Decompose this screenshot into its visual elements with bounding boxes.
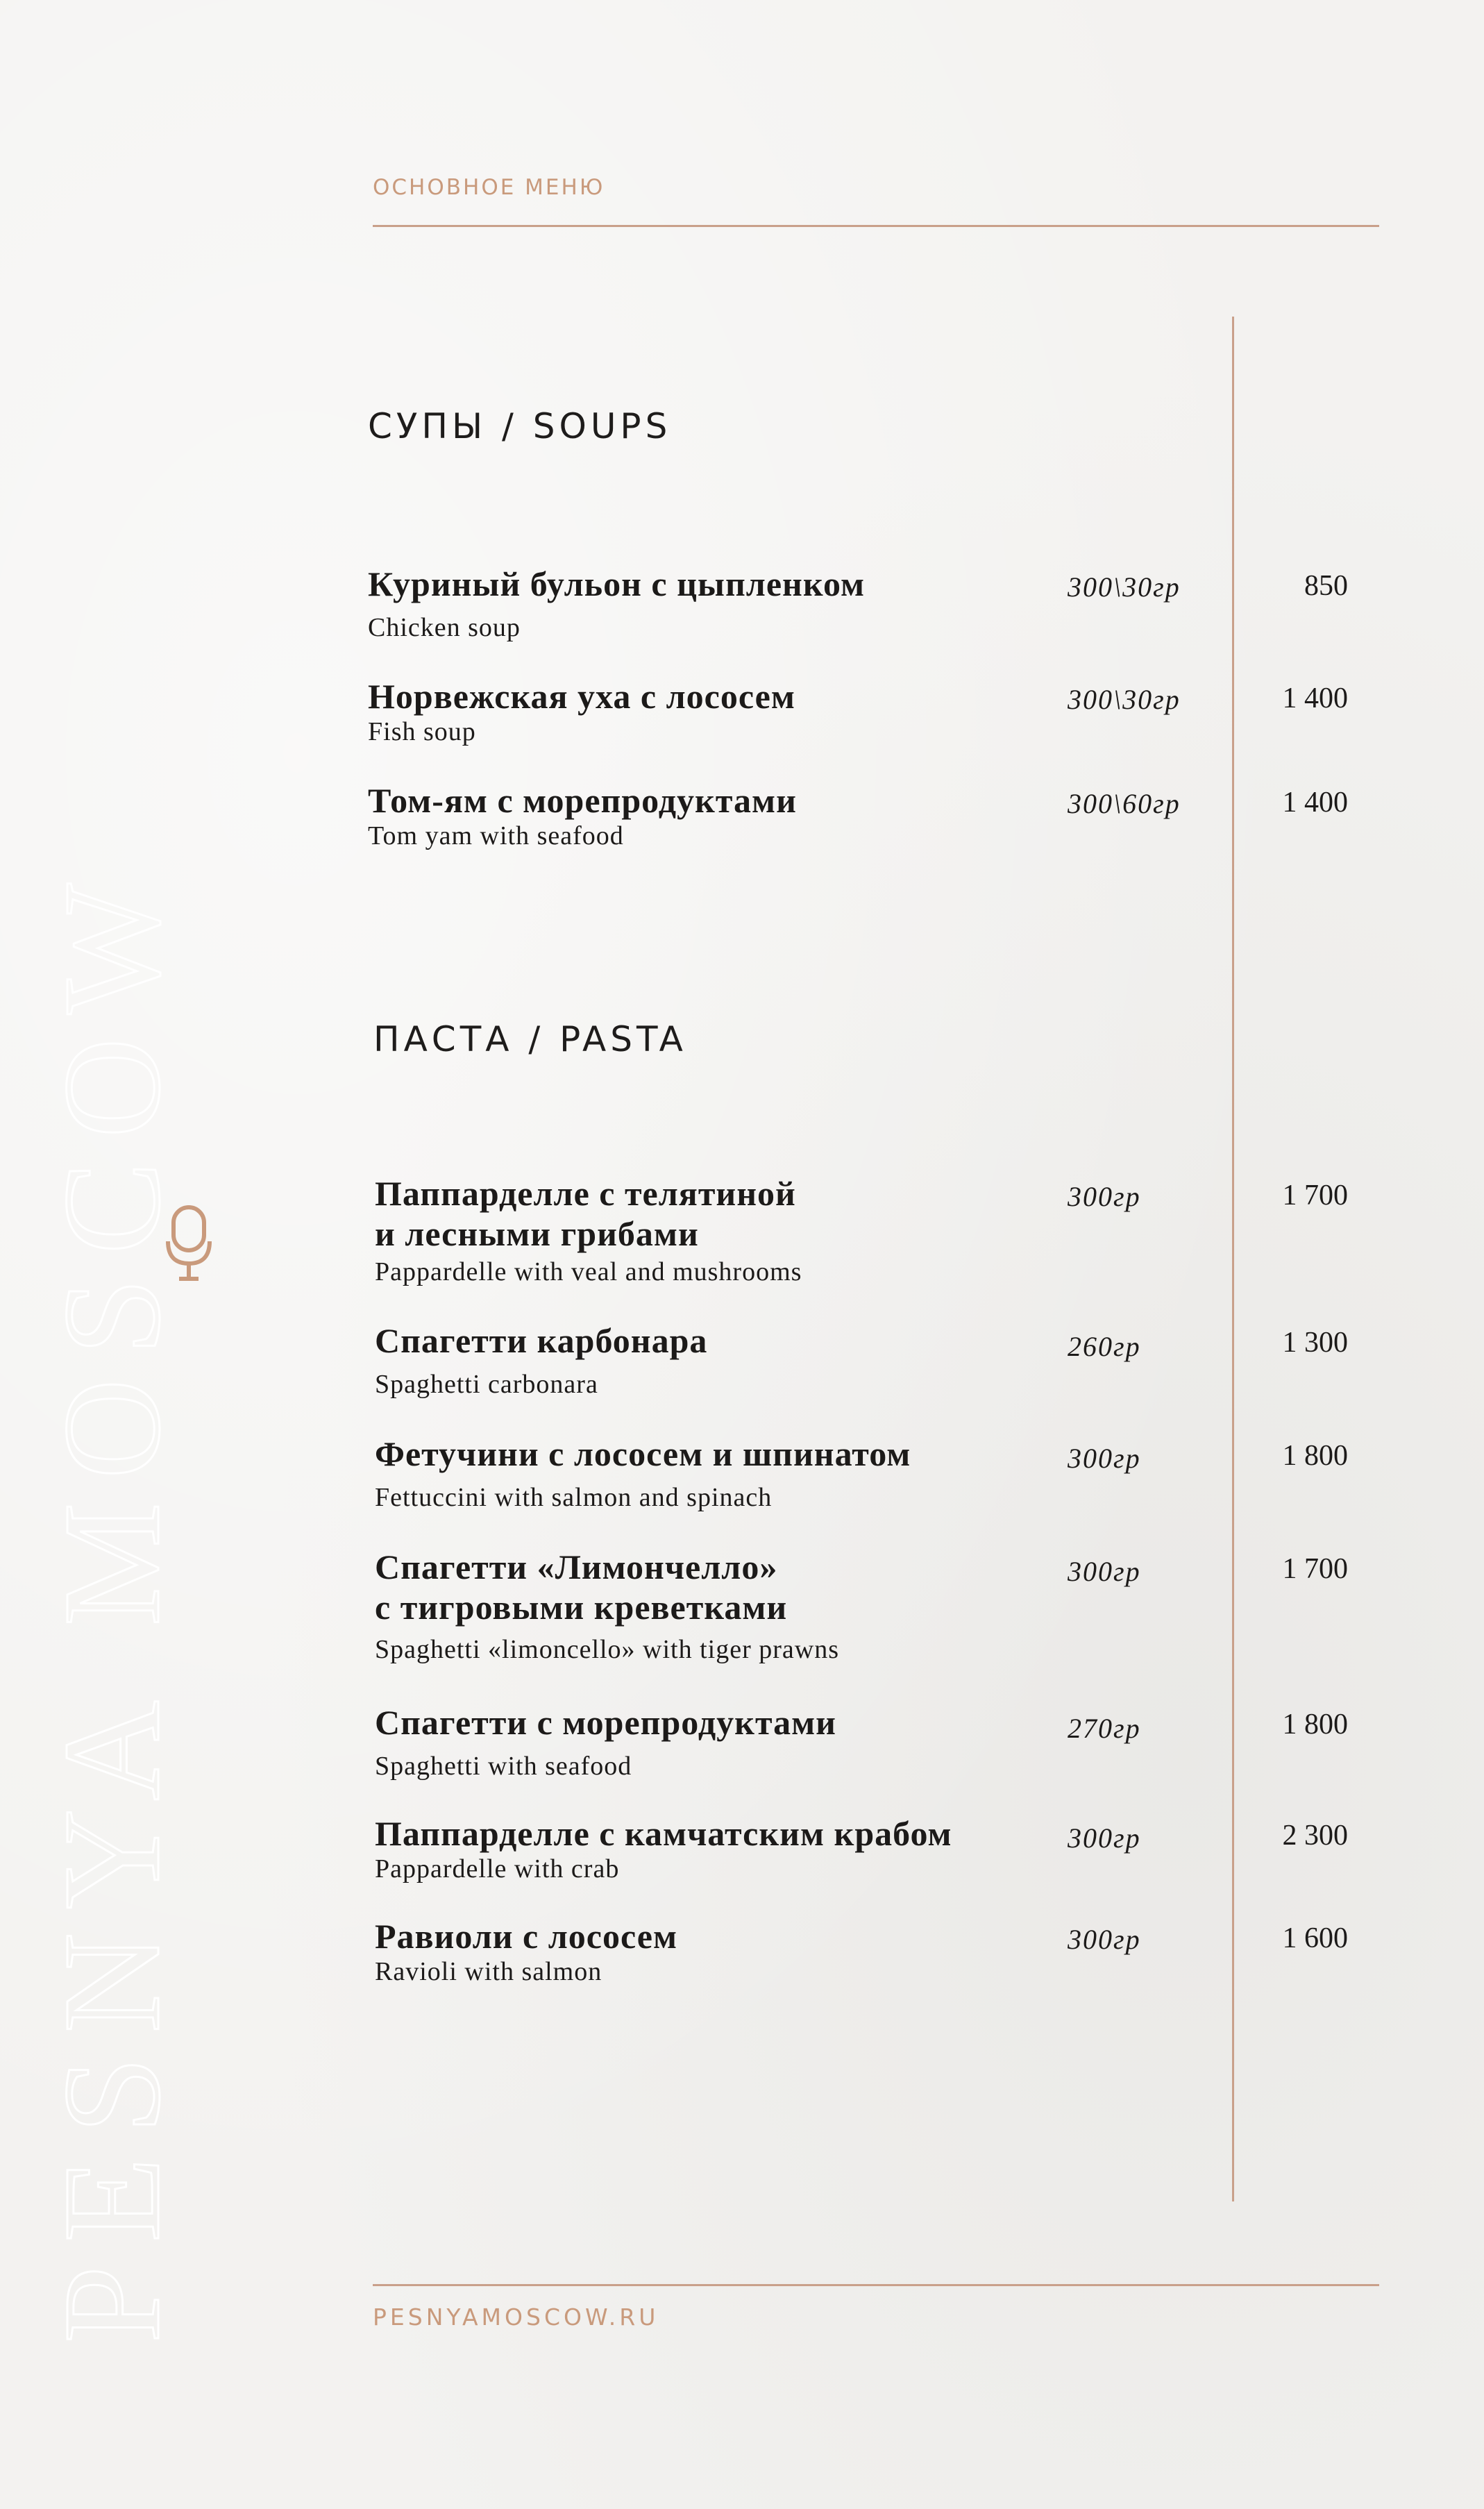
item-price: 2 300 [1282,1820,1348,1852]
item-weight: 300\60гр [1068,788,1181,819]
item-name-en: Spaghetti «limoncello» with tiger prawns [375,1635,840,1664]
item-name-ru: Норвежская уха с лососем [368,677,795,716]
item-price: 1 400 [1282,682,1348,714]
brand-vertical-title: PESNYA MOSCOW [35,859,189,2343]
item-name-ru: Том-ям с морепродуктами [368,781,797,820]
footer-divider [373,2284,1379,2286]
item-weight: 260гр [1068,1331,1141,1362]
item-weight: 300гр [1068,1556,1141,1587]
item-name-ru: Спагетти «Лимончелло» с тигровыми креветками [375,1547,788,1627]
section-title-soups: СУПЫ / SOUPS [368,406,672,446]
microphone-icon [164,1205,214,1283]
item-name-ru: Равиоли с лососем [375,1917,678,1956]
item-weight: 300\30гр [1068,571,1181,603]
item-price: 1 800 [1282,1709,1348,1740]
item-name-ru: Куриный бульон с цыпленком [368,564,866,603]
item-name-ru: Спагетти с морепродуктами [375,1703,836,1742]
menu-header-label: ОСНОВНОЕ МЕНЮ [373,175,605,200]
footer-website-link[interactable]: PESNYAMOSCOW.RU [373,2304,659,2331]
item-weight: 270гр [1068,1713,1141,1744]
item-name-en: Tom yam with seafood [368,821,624,850]
item-name-en: Spaghetti with seafood [375,1752,632,1781]
item-name-ru: Паппарделле с камчатским крабом [375,1814,952,1853]
item-price: 1 800 [1282,1440,1348,1472]
item-name-en: Fish soup [368,717,476,746]
item-weight: 300гр [1068,1924,1141,1955]
item-name-ru: Паппарделле с телятиной и лесными грибами [375,1174,796,1253]
item-weight: 300гр [1068,1822,1141,1854]
item-price: 1 600 [1282,1922,1348,1954]
item-price: 1 400 [1282,787,1348,819]
item-name-en: Pappardelle with veal and mushrooms [375,1257,802,1286]
item-name-en: Chicken soup [368,613,521,642]
item-price: 1 300 [1282,1327,1348,1359]
item-weight: 300\30гр [1068,684,1181,715]
item-name-en: Ravioli with salmon [375,1957,602,1986]
item-weight: 300гр [1068,1181,1141,1212]
item-name-en: Fettuccini with salmon and spinach [375,1483,773,1512]
item-name-ru: Спагетти карбонара [375,1321,708,1360]
item-price: 1 700 [1282,1553,1348,1585]
section-title-pasta: ПАСТА / PASTA [373,1019,687,1059]
header-divider [373,225,1379,227]
item-weight: 300гр [1068,1443,1141,1474]
price-column-divider [1232,317,1234,2201]
item-name-en: Pappardelle with crab [375,1854,620,1883]
item-price: 1 700 [1282,1180,1348,1211]
item-name-ru: Фетучини с лососем и шпинатом [375,1434,911,1473]
item-price: 850 [1304,570,1348,602]
item-name-en: Spaghetti carbonara [375,1370,598,1399]
